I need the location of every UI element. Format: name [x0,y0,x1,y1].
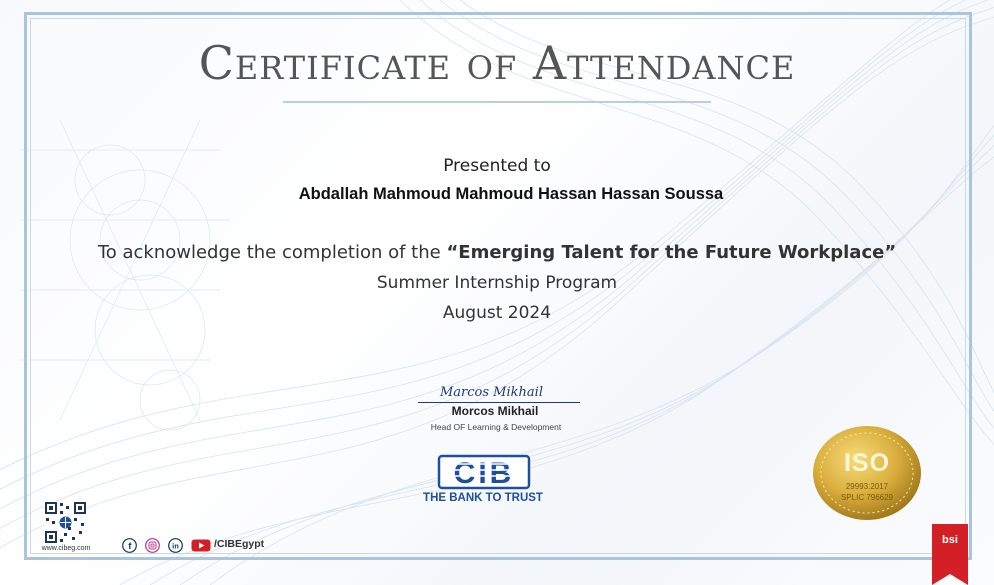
recipient-name: Abdallah Mahmoud Mahmoud Hassan Hassan Soussa [298,185,724,203]
linkedin-icon[interactable] [168,538,183,553]
iso-license: SPLIC 796629 [840,493,894,502]
bank-tagline: THE BANK TO TRUST [423,492,543,504]
presented-to-label: Presented to [443,156,551,176]
instagram-icon[interactable] [145,538,160,553]
acknowledgement-line [0,242,994,263]
program-date: August 2024 [442,303,552,323]
signature-line [418,402,580,403]
acknowledgement-text: To acknowledge the completion of the [97,242,441,263]
certificate-title: Certificate of Attendance [198,36,796,90]
svg-text:f: f [128,541,132,553]
youtube-icon[interactable] [191,538,211,553]
facebook-icon[interactable] [122,538,137,553]
social-handle[interactable]: /CIBEgypt [214,538,265,550]
iso-standard: 29993:2017 [845,482,889,491]
cib-logo [437,454,531,490]
qr-code [44,501,87,544]
website-url: www.cibeg.com [41,545,91,552]
iso-label: ISO [843,449,891,477]
signature: Marcos Mikhail [440,385,543,400]
bsi-label: bsi [942,534,958,546]
program-type: Summer Internship Program [376,273,618,293]
title-divider [283,101,711,103]
svg-text:CIB: CIB [453,457,515,490]
signatory-role: Head OF Learning & Development [430,422,562,432]
program-name: “Emerging Talent for the Future Workplace” [446,242,897,263]
svg-text:in: in [172,541,179,551]
signatory-name: Morcos Mikhail [451,404,539,418]
